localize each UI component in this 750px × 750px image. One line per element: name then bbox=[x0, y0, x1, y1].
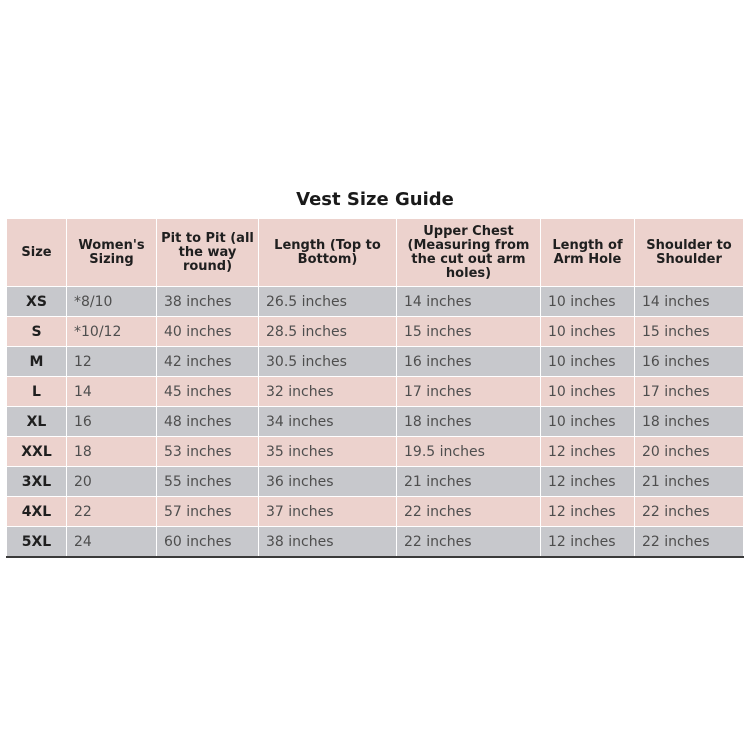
cell-pit-to-pit: 60 inches bbox=[157, 527, 259, 558]
cell-arm-hole: 12 inches bbox=[541, 467, 635, 497]
cell-womens-sizing: 18 bbox=[67, 437, 157, 467]
cell-womens-sizing: 14 bbox=[67, 377, 157, 407]
cell-shoulder: 16 inches bbox=[635, 347, 744, 377]
cell-length: 34 inches bbox=[259, 407, 397, 437]
cell-length: 38 inches bbox=[259, 527, 397, 558]
cell-length: 37 inches bbox=[259, 497, 397, 527]
header-pit-to-pit: Pit to Pit (all the way round) bbox=[157, 219, 259, 287]
cell-arm-hole: 10 inches bbox=[541, 287, 635, 317]
table-row bbox=[7, 347, 744, 377]
cell-shoulder: 20 inches bbox=[635, 437, 744, 467]
table-row bbox=[7, 467, 744, 497]
header-arm-hole: Length of Arm Hole bbox=[541, 219, 635, 287]
cell-pit-to-pit: 55 inches bbox=[157, 467, 259, 497]
cell-shoulder: 18 inches bbox=[635, 407, 744, 437]
cell-size: XS bbox=[7, 287, 67, 317]
cell-pit-to-pit: 57 inches bbox=[157, 497, 259, 527]
cell-size: 3XL bbox=[7, 467, 67, 497]
cell-shoulder: 15 inches bbox=[635, 317, 744, 347]
cell-pit-to-pit: 48 inches bbox=[157, 407, 259, 437]
cell-size: L bbox=[7, 377, 67, 407]
table-row bbox=[7, 437, 744, 467]
cell-upper-chest: 15 inches bbox=[397, 317, 541, 347]
cell-shoulder: 22 inches bbox=[635, 527, 744, 558]
table-row bbox=[7, 377, 744, 407]
cell-womens-sizing: 20 bbox=[67, 467, 157, 497]
cell-upper-chest: 18 inches bbox=[397, 407, 541, 437]
cell-womens-sizing: 24 bbox=[67, 527, 157, 558]
table-row bbox=[7, 317, 744, 347]
cell-arm-hole: 12 inches bbox=[541, 527, 635, 558]
cell-womens-sizing: 16 bbox=[67, 407, 157, 437]
header-shoulder: Shoulder to Shoulder bbox=[635, 219, 744, 287]
cell-upper-chest: 17 inches bbox=[397, 377, 541, 407]
cell-arm-hole: 12 inches bbox=[541, 437, 635, 467]
size-guide-table bbox=[6, 218, 744, 558]
cell-arm-hole: 10 inches bbox=[541, 407, 635, 437]
table-row bbox=[7, 497, 744, 527]
cell-size: S bbox=[7, 317, 67, 347]
page-title: Vest Size Guide bbox=[296, 189, 454, 210]
cell-shoulder: 22 inches bbox=[635, 497, 744, 527]
table-header-row bbox=[7, 219, 744, 287]
cell-upper-chest: 22 inches bbox=[397, 497, 541, 527]
cell-upper-chest: 16 inches bbox=[397, 347, 541, 377]
cell-arm-hole: 10 inches bbox=[541, 317, 635, 347]
header-upper-chest: Upper Chest (Measuring from the cut out arm holes) bbox=[397, 219, 541, 287]
cell-arm-hole: 12 inches bbox=[541, 497, 635, 527]
cell-upper-chest: 21 inches bbox=[397, 467, 541, 497]
cell-pit-to-pit: 45 inches bbox=[157, 377, 259, 407]
cell-size: 4XL bbox=[7, 497, 67, 527]
cell-upper-chest: 14 inches bbox=[397, 287, 541, 317]
table-row bbox=[7, 407, 744, 437]
cell-length: 30.5 inches bbox=[259, 347, 397, 377]
cell-length: 26.5 inches bbox=[259, 287, 397, 317]
cell-shoulder: 21 inches bbox=[635, 467, 744, 497]
cell-size: 5XL bbox=[7, 527, 67, 558]
cell-shoulder: 17 inches bbox=[635, 377, 744, 407]
header-womens-sizing: Women's Sizing bbox=[67, 219, 157, 287]
cell-womens-sizing: *8/10 bbox=[67, 287, 157, 317]
cell-upper-chest: 22 inches bbox=[397, 527, 541, 558]
table-row bbox=[7, 527, 744, 558]
cell-womens-sizing: 12 bbox=[67, 347, 157, 377]
cell-size: M bbox=[7, 347, 67, 377]
cell-arm-hole: 10 inches bbox=[541, 377, 635, 407]
cell-length: 32 inches bbox=[259, 377, 397, 407]
header-size: Size bbox=[7, 219, 67, 287]
cell-size: XL bbox=[7, 407, 67, 437]
table-row bbox=[7, 287, 744, 317]
cell-size: XXL bbox=[7, 437, 67, 467]
cell-arm-hole: 10 inches bbox=[541, 347, 635, 377]
cell-pit-to-pit: 42 inches bbox=[157, 347, 259, 377]
cell-pit-to-pit: 53 inches bbox=[157, 437, 259, 467]
cell-womens-sizing: *10/12 bbox=[67, 317, 157, 347]
cell-length: 36 inches bbox=[259, 467, 397, 497]
header-length: Length (Top to Bottom) bbox=[259, 219, 397, 287]
cell-length: 35 inches bbox=[259, 437, 397, 467]
cell-womens-sizing: 22 bbox=[67, 497, 157, 527]
cell-shoulder: 14 inches bbox=[635, 287, 744, 317]
cell-pit-to-pit: 38 inches bbox=[157, 287, 259, 317]
cell-length: 28.5 inches bbox=[259, 317, 397, 347]
cell-pit-to-pit: 40 inches bbox=[157, 317, 259, 347]
cell-upper-chest: 19.5 inches bbox=[397, 437, 541, 467]
